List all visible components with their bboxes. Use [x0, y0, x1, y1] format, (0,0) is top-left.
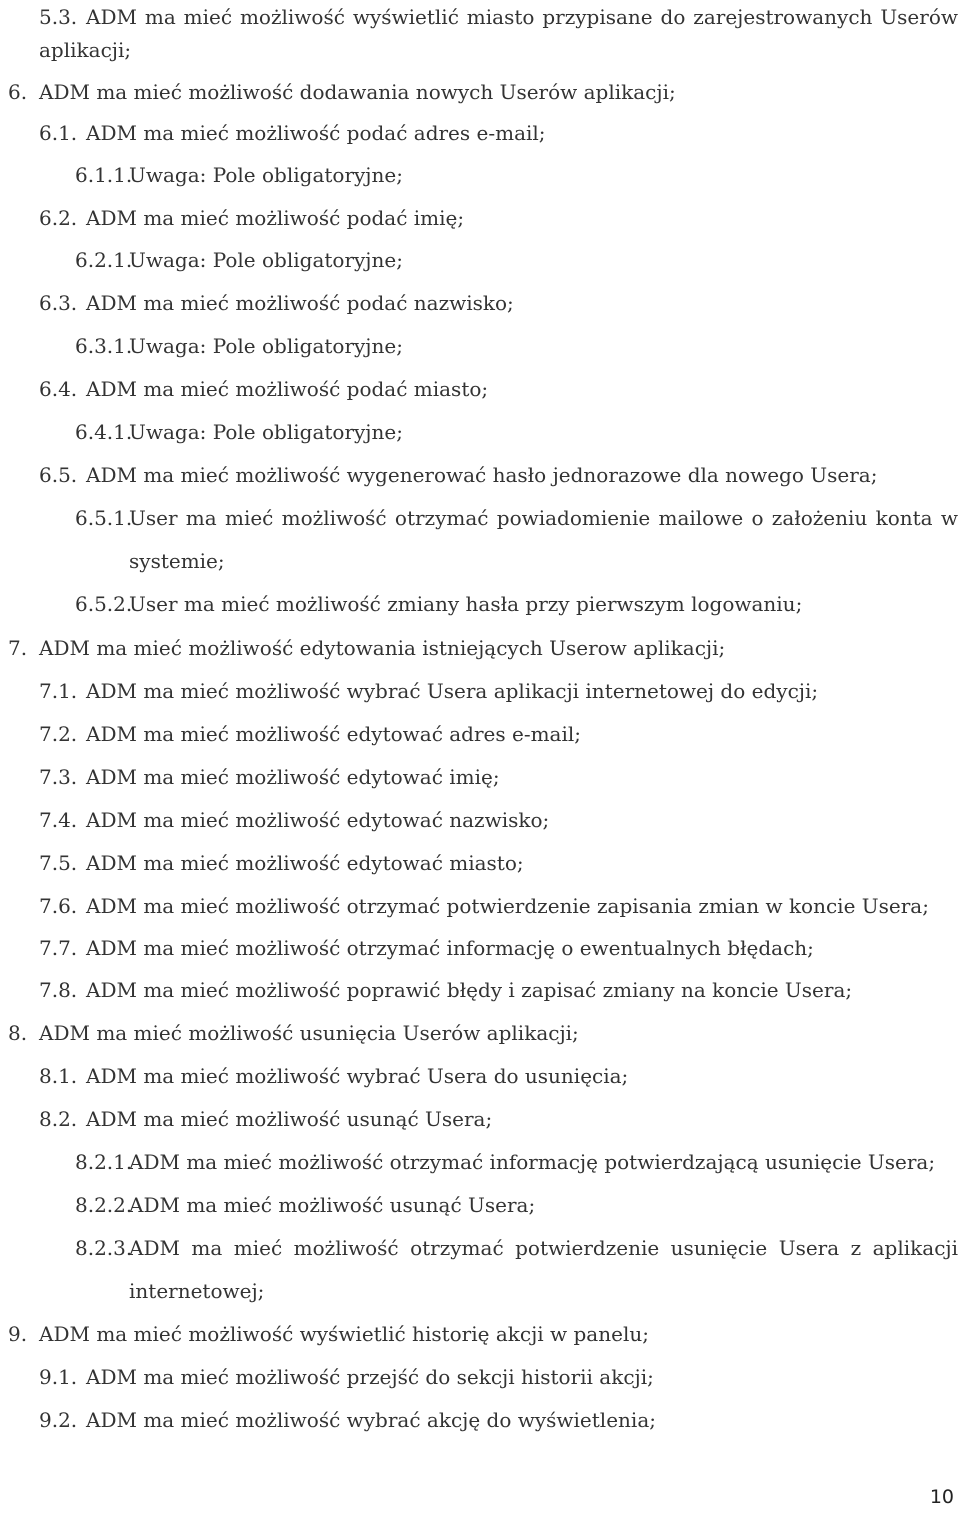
list-item-number: 6.1.1.	[75, 163, 133, 187]
list-item	[0, 419, 960, 445]
list-item-text: ADM ma mieć możliwość podać miasto;	[86, 377, 489, 401]
list-item-text: ADM ma mieć możliwość otrzymać potwierdzenie usunięcie Usera z aplikacji	[129, 1236, 958, 1260]
list-item-number: 7.6.	[39, 894, 78, 918]
list-item	[0, 37, 960, 63]
list-item-number: 7.5.	[39, 851, 78, 875]
list-item-text: Uwaga: Pole obligatoryjne;	[129, 334, 403, 358]
list-item-number: 7.4.	[39, 808, 78, 832]
list-item	[0, 935, 960, 961]
list-item	[0, 1364, 960, 1390]
list-item-number: 6.3.1.	[75, 334, 133, 358]
list-item-text: internetowej;	[129, 1279, 265, 1303]
list-item	[0, 247, 960, 273]
list-item-number: 6.5.	[39, 463, 78, 487]
list-item-text: systemie;	[129, 549, 225, 573]
list-item	[0, 205, 960, 231]
list-item-text: ADM ma mieć możliwość poprawić błędy i zapisać zmiany na koncie Usera;	[86, 978, 853, 1002]
list-item-number: 7.8.	[39, 978, 78, 1002]
list-item	[0, 1235, 960, 1261]
list-item-text: ADM ma mieć możliwość wybrać Usera do usunięcia;	[86, 1064, 629, 1088]
list-item	[0, 4, 960, 30]
list-item-text: ADM ma mieć możliwość wyświetlić miasto przypisane do zarejestrowanych Userów	[86, 5, 958, 29]
list-item-text: ADM ma mieć możliwość wybrać Usera aplikacji internetowej do edycji;	[86, 679, 819, 703]
list-item	[0, 1278, 960, 1304]
list-item-number: 6.5.1.	[75, 506, 133, 530]
list-item-number: 7.3.	[39, 765, 78, 789]
list-item-text: ADM ma mieć możliwość wygenerować hasło jednorazowe dla nowego Usera;	[86, 463, 878, 487]
list-item-text: ADM ma mieć możliwość edytowania istniejących Userow aplikacji;	[39, 636, 726, 660]
list-item	[0, 1192, 960, 1218]
list-item-number: 7.1.	[39, 679, 78, 703]
list-item	[0, 505, 960, 531]
list-item	[0, 1407, 960, 1433]
list-item-number: 8.	[8, 1021, 28, 1045]
list-item-number: 9.2.	[39, 1408, 78, 1432]
list-item	[0, 1106, 960, 1132]
list-item-text: ADM ma mieć możliwość wyświetlić historię akcji w panelu;	[39, 1322, 649, 1346]
list-item-number: 6.2.	[39, 206, 78, 230]
list-item	[0, 333, 960, 359]
list-item-text: Uwaga: Pole obligatoryjne;	[129, 163, 403, 187]
list-item-text: User ma mieć możliwość otrzymać powiadomienie mailowe o założeniu konta w	[129, 506, 958, 530]
list-item	[0, 850, 960, 876]
list-item	[0, 462, 960, 488]
list-item	[0, 1149, 960, 1175]
list-item-number: 8.2.	[39, 1107, 78, 1131]
list-item-number: 7.7.	[39, 936, 78, 960]
list-item-text: ADM ma mieć możliwość przejść do sekcji historii akcji;	[86, 1365, 654, 1389]
list-item	[0, 591, 960, 617]
list-item-text: ADM ma mieć możliwość podać imię;	[86, 206, 465, 230]
list-item-text: ADM ma mieć możliwość podać nazwisko;	[86, 291, 514, 315]
list-item-number: 8.1.	[39, 1064, 78, 1088]
list-item-number: 6.1.	[39, 121, 78, 145]
list-item-text: ADM ma mieć możliwość usunąć Usera;	[129, 1193, 536, 1217]
list-item	[0, 1063, 960, 1089]
list-item-number: 8.2.1.	[75, 1150, 133, 1174]
list-item-number: 6.4.	[39, 377, 78, 401]
list-item	[0, 678, 960, 704]
list-item-text: ADM ma mieć możliwość podać adres e-mail;	[86, 121, 546, 145]
list-item	[0, 548, 960, 574]
list-item	[0, 1020, 960, 1046]
list-item	[0, 977, 960, 1003]
list-item	[0, 290, 960, 316]
list-item-text: ADM ma mieć możliwość usunięcia Userów aplikacji;	[39, 1021, 579, 1045]
list-item	[0, 1321, 960, 1347]
list-item-text: ADM ma mieć możliwość otrzymać potwierdzenie zapisania zmian w koncie Usera;	[86, 894, 929, 918]
list-item-number: 7.2.	[39, 722, 78, 746]
list-item	[0, 79, 960, 105]
list-item	[0, 120, 960, 146]
list-item	[0, 376, 960, 402]
list-item-text: ADM ma mieć możliwość otrzymać informację o ewentualnych błędach;	[86, 936, 814, 960]
list-item-text: ADM ma mieć możliwość dodawania nowych Userów aplikacji;	[39, 80, 676, 104]
list-item-number: 7.	[8, 636, 28, 660]
list-item-number: 8.2.2.	[75, 1193, 133, 1217]
list-item-number: 6.2.1.	[75, 248, 133, 272]
list-item-number: 6.	[8, 80, 28, 104]
list-item-number: 6.5.2.	[75, 592, 133, 616]
list-item-text: ADM ma mieć możliwość edytować miasto;	[86, 851, 524, 875]
list-item-text: ADM ma mieć możliwość usunąć Usera;	[86, 1107, 493, 1131]
list-item-number: 8.2.3.	[75, 1236, 133, 1260]
list-item-text: ADM ma mieć możliwość otrzymać informację potwierdzającą usunięcie Usera;	[129, 1150, 936, 1174]
list-item	[0, 162, 960, 188]
list-item-text: ADM ma mieć możliwość wybrać akcję do wyświetlenia;	[86, 1408, 656, 1432]
list-item-text: ADM ma mieć możliwość edytować imię;	[86, 765, 500, 789]
list-item-number: 6.4.1.	[75, 420, 133, 444]
list-item-number: 9.	[8, 1322, 28, 1346]
list-item-number: 9.1.	[39, 1365, 78, 1389]
list-item-text: User ma mieć możliwość zmiany hasła przy pierwszym logowaniu;	[129, 592, 803, 616]
list-item-text: Uwaga: Pole obligatoryjne;	[129, 248, 403, 272]
list-item	[0, 764, 960, 790]
list-item-number: 5.3.	[39, 5, 78, 29]
list-item-text: aplikacji;	[39, 38, 132, 62]
page-number: 10	[929, 1486, 954, 1508]
list-item-text: Uwaga: Pole obligatoryjne;	[129, 420, 403, 444]
list-item	[0, 893, 960, 919]
list-item	[0, 635, 960, 661]
list-item	[0, 807, 960, 833]
list-item-text: ADM ma mieć możliwość edytować adres e-mail;	[86, 722, 582, 746]
list-item-number: 6.3.	[39, 291, 78, 315]
list-item-text: ADM ma mieć możliwość edytować nazwisko;	[86, 808, 550, 832]
list-item	[0, 721, 960, 747]
